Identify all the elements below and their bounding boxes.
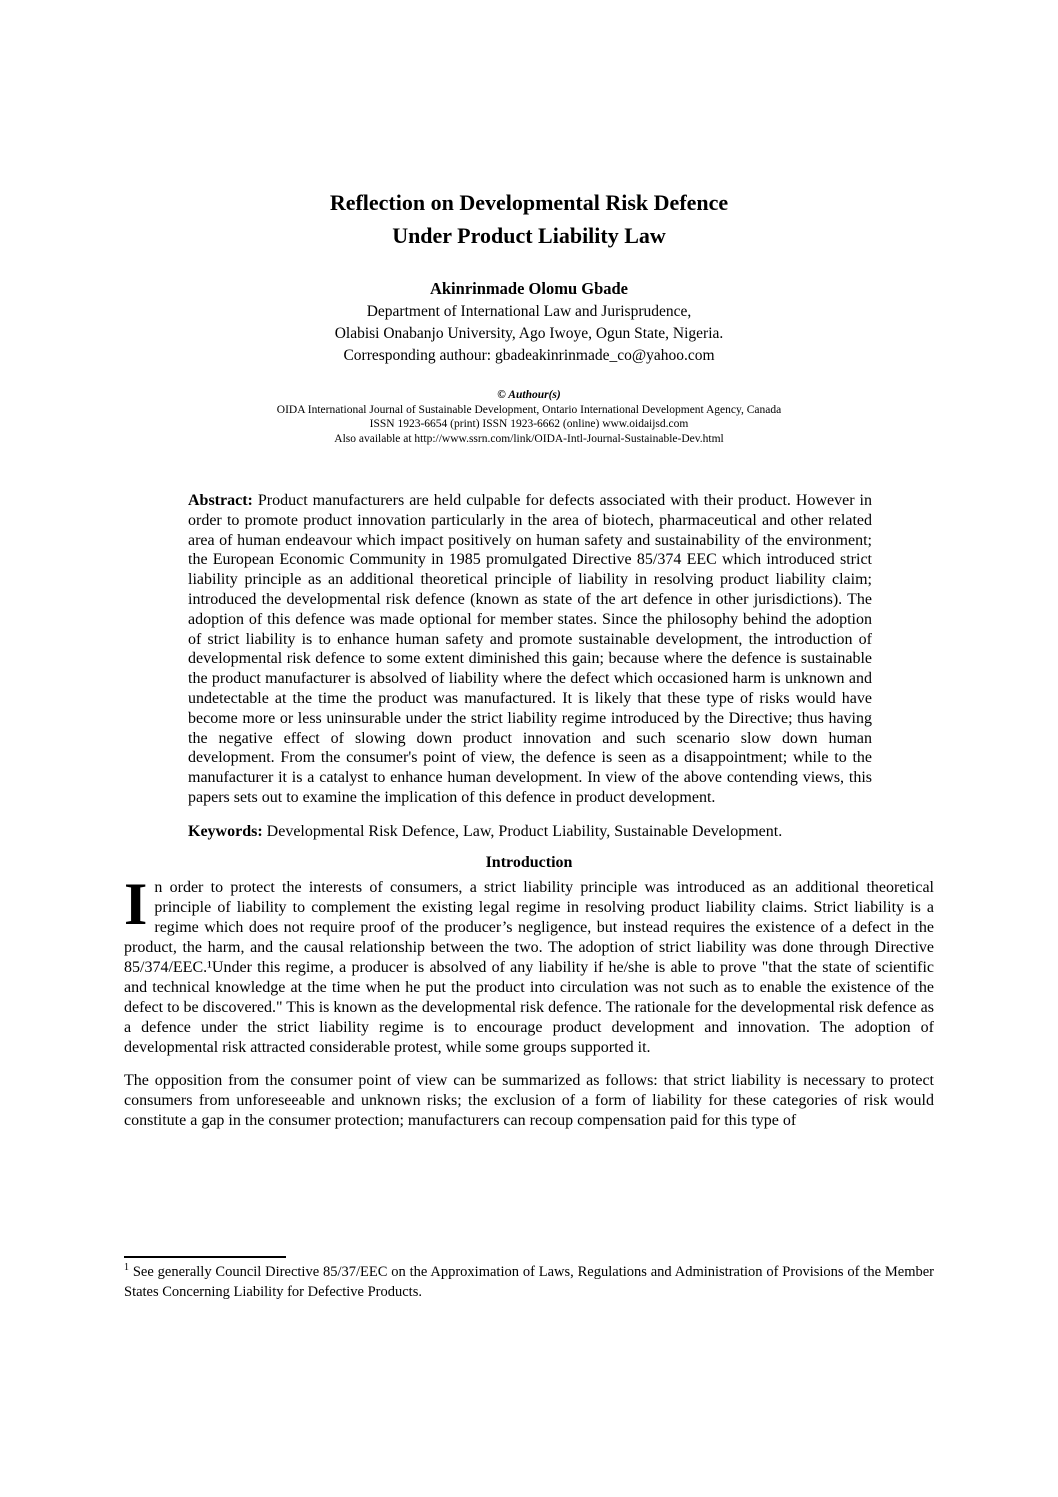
abstract-text: Product manufacturers are held culpable for defects associated with their product. However in order to promote product innovation particularly in the area of biotech, pharmaceutical and other related area of human endeavour which impact positively on human safety and sustainability of the environment; the European Economic Community in 1985 promulgated Directive 85/374 EEC which introduced strict liability principle as an additional theoretical principle of liability in resolving product liability claim; introduced the developmental risk defence (known as state of the art defence in other jurisdictions). The adoption of this defence was made optional for member states. Since the philosophy behind the adoption of strict liability is to enhance human safety and promote sustainable development, the introduction of developmental risk defence to some extent diminished this gain; because where the defence is sustainable the product manufacturer is absolved of liability where the defect which occasioned harm is unknown and undetectable at the time the product was manufactured. It is likely that these type of risks would have become more or less uninsurable under the strict liability regime introduced by the Directive; thus having the negative effect of slowing down product innovation and such scenario slow down human development. From the consumer's point of view, the defence is seen as a disappointment; while to the manufacturer it is a catalyst to enhance human development. In view of the above contending views, this papers sets out to examine the implication of this defence in product development. (188, 492, 872, 806)
introduction-heading: Introduction (485, 853, 573, 871)
journal-line: OIDA International Journal of Sustainable Development, Ontario International Development Agency, Canada (276, 403, 782, 416)
issn-line: ISSN 1923-6654 (print) ISSN 1923-6662 (online) www.oidaijsd.com (369, 418, 689, 430)
copyright-line: © Authour(s) (497, 389, 561, 401)
page-title-line2: Under Product Liability Law (392, 223, 666, 248)
abstract-label: Abstract: (188, 492, 253, 509)
keywords-label: Keywords: (188, 822, 263, 840)
introduction-paragraph-2: The opposition from the consumer point of view can be summarized as follows: that strict liability is necessary to protect consumers from unforeseeable and unknown risks; the exclusion of a form of liability for these categories of risk would constitute a gap in the consumer protection; manufacturers can recoup compensation paid for this type of (124, 1071, 934, 1129)
footnote-block (124, 1256, 934, 1302)
keywords-line (188, 822, 872, 842)
introduction-paragraph-1: In order to protect the interests of consumers, a strict liability principle was introduced as an additional theoretical principle of liability to complement the existing legal regime in resolving product liability claims. Strict liability is a regime which does not require proof of the producer’s negligence, but instead requires the existence of a defect in the product, the harm, and the causal relationship between the two. The adoption of strict liability was done through Directive 85/374/EEC.¹Under this regime, a producer is absolved of any liability if he/she is able to prove "that the state of scientific and technical knowledge at the time when he put the product into circulation was not such as to enable the existence of the defect to be discovered." This is known as the developmental risk defence. The rationale for the developmental risk defence as a defence under the strict liability regime is to encourage product development and innovation. The adoption of developmental risk attracted considerable protest, while some groups supported it. (124, 870, 934, 1056)
abstract-paragraph (188, 491, 872, 808)
footnote-1 (124, 1263, 934, 1302)
keywords-text: Developmental Risk Defence, Law, Product Liability, Sustainable Development. (266, 822, 783, 840)
page-title-line1: Reflection on Developmental Risk Defence (329, 190, 729, 215)
footnote-1-marker: 1 (124, 1262, 129, 1274)
author-department: Department of International Law and Jurisprudence, (366, 303, 692, 320)
footnote-separator-rule (124, 1256, 286, 1258)
publisher-block (124, 388, 934, 446)
author-name: Akinrinmade Olomu Gbade (429, 279, 629, 298)
author-corresponding-email: Corresponding authour: gbadeakinrinmade_co@yahoo.com (343, 347, 715, 364)
page-title (124, 186, 934, 252)
availability-line: Also available at http://www.ssrn.com/link/OIDA-Intl-Journal-Sustainable-Dev.html (334, 432, 724, 445)
footnote-1-text: See generally Council Directive 85/37/EEC on the Approximation of Laws, Regulations and Administration of Provisions of the Member States Concerning Liability for Defective Products. (124, 1264, 934, 1300)
author-university: Olabisi Onabanjo University, Ago Iwoye, Ogun State, Nigeria. (334, 325, 724, 342)
